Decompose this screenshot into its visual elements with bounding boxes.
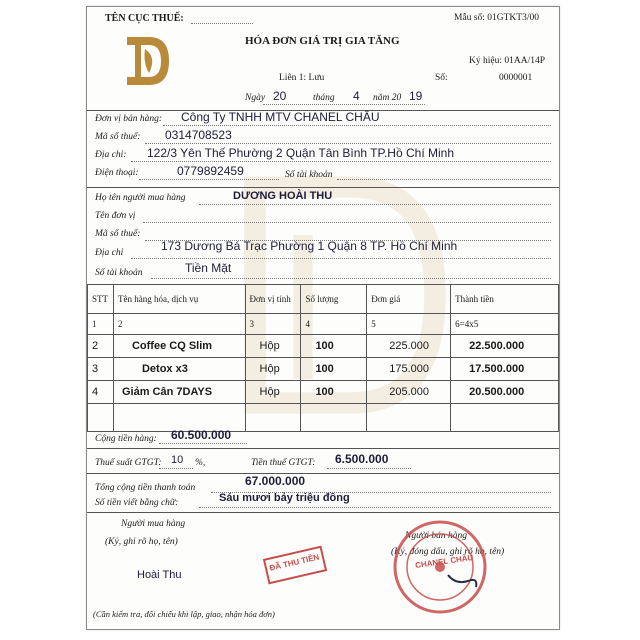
in-words-value: Sáu mươi bảy triệu đồng [219, 492, 350, 504]
buyer-address-label: Địa chỉ [95, 248, 124, 258]
subtotal-value: 60.500.000 [171, 428, 232, 442]
row-name: Detox x3 [113, 358, 245, 381]
table-empty-row [88, 404, 559, 432]
vat-rate-label: Thuế suất GTGT: [95, 458, 162, 468]
vat-amount-label: Tiền thuế GTGT: [251, 458, 316, 468]
row-amount: 17.500.000 [451, 358, 559, 381]
col-header-stt: STT [88, 285, 114, 314]
invoice-symbol: Ký hiệu: 01AA/14P [469, 56, 545, 66]
buyer-name-line [199, 204, 551, 205]
grand-total-label: Tổng cộng tiền thanh toán [95, 483, 196, 493]
buyer-unit-label: Tên đơn vị [95, 211, 136, 221]
table-row [88, 358, 559, 381]
seller-account-line [337, 179, 551, 180]
seller-tax-line [145, 143, 551, 144]
seller-phone-label: Điện thoại: [95, 168, 139, 178]
col-header-amount: Thành tiền [451, 285, 559, 314]
row-stt: 4 [88, 381, 114, 404]
table-row [88, 381, 559, 404]
number-label: Số: [435, 73, 448, 83]
seller-tax-label: Mã số thuế: [95, 132, 141, 142]
seller-account-label: Số tài khoản [285, 170, 333, 180]
buyer-name-value: DƯƠNG HOÀI THU [233, 190, 333, 202]
tax-office-line [191, 23, 253, 24]
buyer-account-value: Tiền Mặt [185, 261, 232, 275]
form-number: Mẫu số: 01GTKT3/00 [454, 13, 539, 23]
buyer-sign-note: (Ký, ghi rõ họ, tên) [105, 537, 178, 547]
table-index-row [88, 314, 559, 335]
buyer-sign-name: Hoài Thu [137, 569, 182, 581]
row-stt: 2 [88, 335, 114, 358]
buyer-sign-title: Người mua hàng [121, 519, 186, 529]
date-day: 20 [273, 89, 287, 103]
buyer-account-label: Số tài khoản [95, 268, 143, 278]
col-header-qty: Số lượng [301, 285, 367, 314]
row-amount: 20.500.000 [451, 381, 559, 404]
grand-total-value: 67.000.000 [245, 474, 306, 488]
seller-unit-label: Đơn vị bán hàng: [95, 114, 163, 124]
seller-sign-title: Người bán hàng [405, 531, 467, 541]
copy-label: Liên 1: Lưu [279, 73, 325, 83]
col-header-price: Đơn giá [367, 285, 451, 314]
seller-unit-value: Công Ty TNHH MTV CHANEL CHÂU [181, 110, 380, 124]
invoice-title: HÓA ĐƠN GIÁ TRỊ GIA TĂNG [245, 35, 400, 47]
table-row [88, 335, 559, 358]
paid-stamp-text: ĐÃ THU TIỀN [268, 552, 321, 573]
index-cell: 3 [245, 314, 301, 335]
seller-sign-note: (Ký, đóng dấu, ghi rõ họ, tên) [391, 547, 505, 557]
date-line [263, 104, 425, 105]
date-year-label: năm 20 [373, 93, 402, 103]
buyer-address-line [131, 258, 551, 259]
date-month: 4 [353, 89, 360, 103]
vat-rate-suffix: %, [195, 458, 206, 468]
subtotal-line [159, 443, 247, 444]
buyer-address-value: 173 Dương Bá Trạc Phường 1 Quận 8 TP. Hồ Chí Minh [161, 239, 458, 253]
row-qty: 100 [301, 381, 367, 404]
tax-office-label: TÊN CỤC THUẾ: [105, 13, 184, 24]
index-cell: 2 [113, 314, 245, 335]
seller-tax-value: 0314708523 [165, 128, 232, 142]
company-stamp-text: CHANEL CHÂU [414, 552, 474, 571]
seller-phone-value: 0779892459 [177, 164, 244, 178]
row-stt: 3 [88, 358, 114, 381]
date-year: 19 [409, 89, 423, 103]
signature-divider [87, 512, 559, 513]
row-price: 225.000 [367, 335, 451, 358]
row-amount: 22.500.000 [451, 335, 559, 358]
invoice-paper [86, 6, 560, 630]
vat-amount-line [327, 468, 411, 469]
company-logo [121, 33, 173, 89]
buyer-tax-label: Mã số thuế: [95, 229, 141, 239]
seller-phone-line [139, 179, 279, 180]
footer-note: (Cần kiểm tra, đối chiếu khi lập, giao, nhận hóa đơn) [93, 609, 275, 619]
table-header-row [88, 285, 559, 314]
index-cell: 4 [301, 314, 367, 335]
row-qty: 100 [301, 335, 367, 358]
row-price: 175.000 [367, 358, 451, 381]
in-words-line [199, 507, 551, 508]
seller-divider [87, 187, 559, 188]
buyer-name-label: Họ tên người mua hàng [95, 193, 186, 203]
vat-amount-value: 6.500.000 [335, 452, 389, 466]
row-unit: Hộp [245, 381, 301, 404]
vat-rate-value: 10 [171, 454, 184, 466]
row-unit: Hộp [245, 358, 301, 381]
row-qty: 100 [301, 358, 367, 381]
seller-address-value: 122/3 Yên Thế Phường 2 Quận Tân Bình TP.Hồ Chí Minh [147, 146, 454, 160]
seller-unit-line [163, 125, 551, 126]
col-header-unit: Đơn vị tính [245, 285, 301, 314]
index-cell: 6=4x5 [451, 314, 559, 335]
subtotal-label: Cộng tiền hàng: [95, 434, 157, 444]
buyer-unit-line [143, 222, 551, 223]
index-cell: 5 [367, 314, 451, 335]
index-cell: 1 [88, 314, 114, 335]
col-header-name: Tên hàng hóa, dịch vụ [113, 285, 245, 314]
company-stamp [390, 517, 490, 617]
seller-address-label: Địa chỉ: [95, 150, 127, 160]
paid-stamp [263, 546, 327, 585]
row-unit: Hộp [245, 335, 301, 358]
buyer-account-line [151, 278, 551, 279]
date-month-label: tháng [313, 93, 335, 103]
totals-divider-mid [87, 473, 559, 474]
row-price: 205.000 [367, 381, 451, 404]
seller-address-line [131, 161, 551, 162]
items-table [87, 284, 559, 432]
row-name: Coffee CQ Slim [113, 335, 245, 358]
row-name: Giảm Cân 7DAYS [113, 381, 245, 404]
in-words-label: Số tiền viết bằng chữ: [95, 498, 179, 508]
date-day-label: Ngày [245, 93, 266, 103]
invoice-number: 0000001 [499, 73, 533, 83]
vat-rate-line [159, 468, 193, 469]
totals-divider-top [87, 448, 559, 449]
